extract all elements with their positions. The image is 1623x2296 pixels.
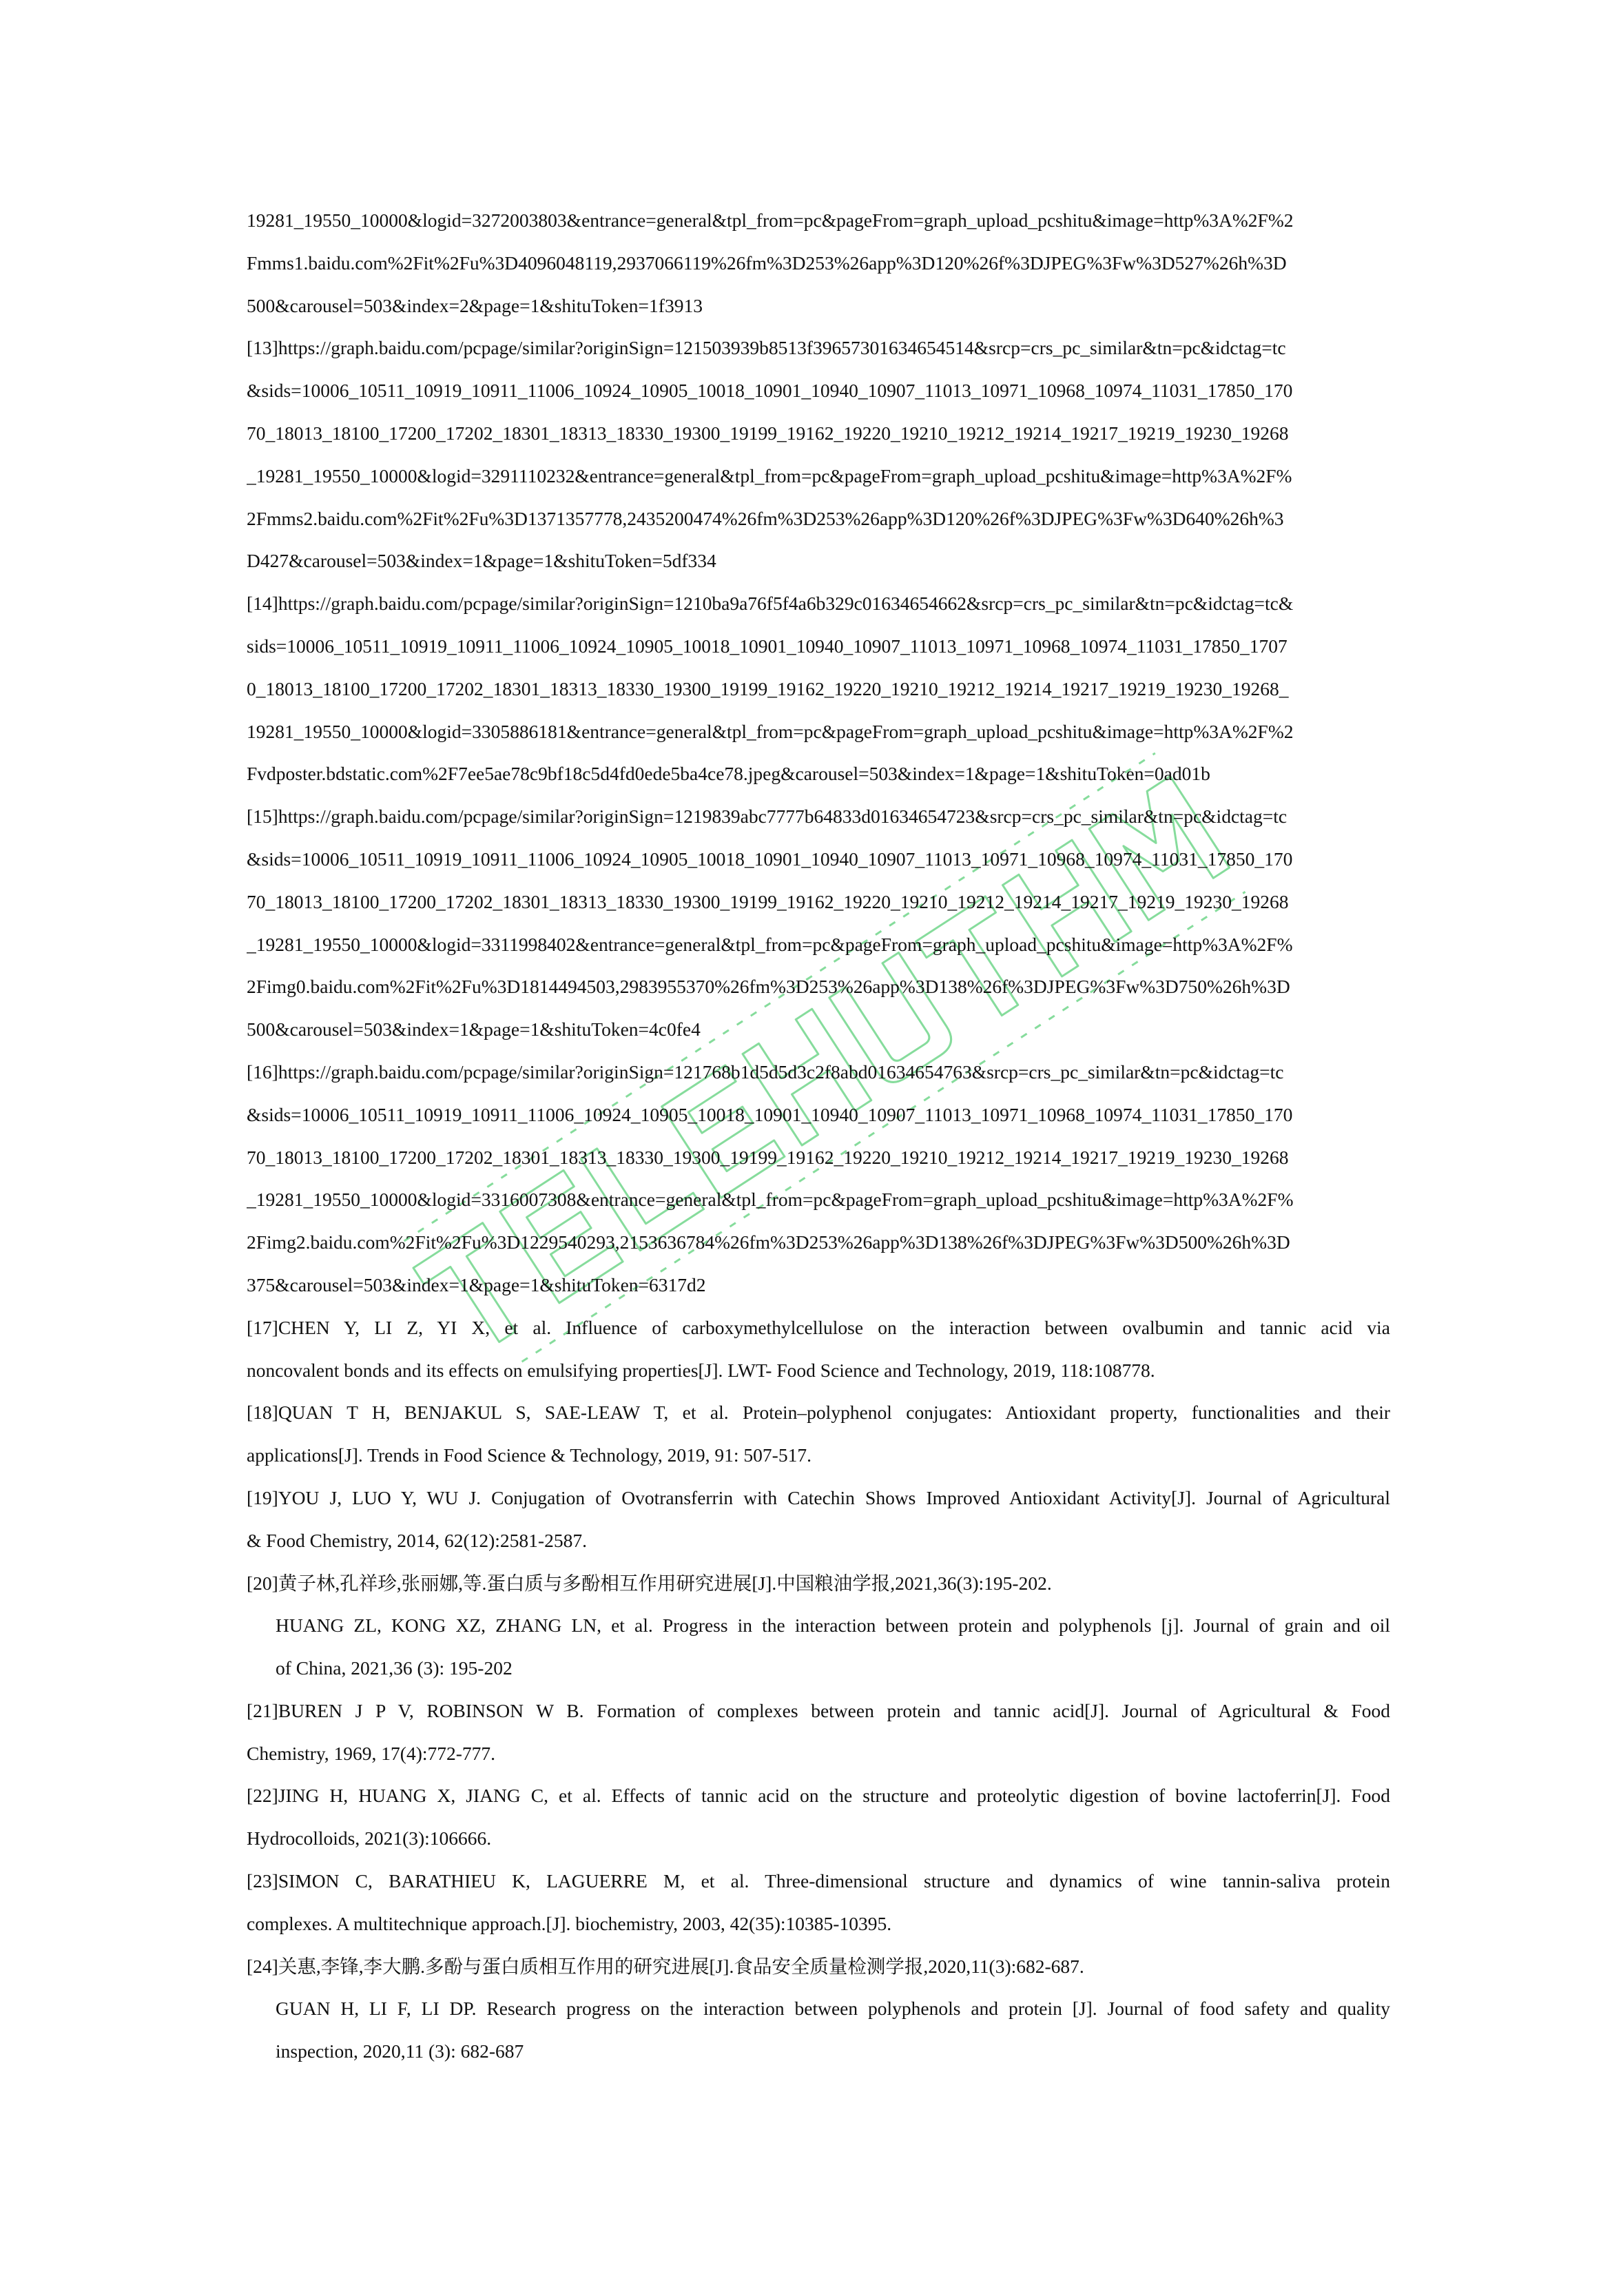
reference-line: 2Fimg2.baidu.com%2Fit%2Fu%3D1229540293,2153636784%26fm%3D253%26app%3D138%26f%3DJPEG%3Fw%3D500%26h%3D bbox=[247, 1231, 1290, 1253]
reference-21-line: [21]BUREN J P V, ROBINSON W B. Formation of complexes between protein and tannic acid[J]. Journal of Agricultural & Food bbox=[247, 1699, 1390, 1721]
reference-list bbox=[247, 199, 1390, 2073]
reference-line: inspection, 2020,11 (3): 682-687 bbox=[276, 2040, 524, 2062]
reference-17-line: [17]CHEN Y, LI Z, YI X, et al. Influence of carboxymethylcellulose on the interaction between ovalbumin and tannic acid via bbox=[247, 1316, 1390, 1338]
reference-line: _19281_19550_10000&logid=3316007308&entrance=general&tpl_from=pc&pageFrom=graph_upload_pcshitu&image=http%3A%2F% bbox=[247, 1189, 1294, 1211]
reference-19-line: [19]YOU J, LUO Y, WU J. Conjugation of Ovotransferrin with Catechin Shows Improved Antioxidant Activity[J]. Journal of Agricultural bbox=[247, 1486, 1390, 1508]
reference-line: 2Fmms2.baidu.com%2Fit%2Fu%3D1371357778,2435200474%26fm%3D253%26app%3D120%26f%3DJPEG%3Fw%3D640%26h%3 bbox=[247, 507, 1284, 529]
reference-line: noncovalent bonds and its effects on emulsifying properties[J]. LWT- Food Science and Technology, 2019, 118:108778. bbox=[247, 1359, 1155, 1381]
reference-line: sids=10006_10511_10919_10911_11006_10924_10905_10018_10901_10940_10907_11013_10971_10968_10974_11031_17850_1707 bbox=[247, 635, 1288, 657]
reference-line: Chemistry, 1969, 17(4):772-777. bbox=[247, 1742, 496, 1764]
reference-line: 70_18013_18100_17200_17202_18301_18313_18330_19300_19199_19162_19220_19210_19212_19214_19217_19219_19230_19268 bbox=[247, 422, 1289, 444]
reference-24-line: [24]关惠,李锋,李大鹏.多酚与蛋白质相互作用的研究进展[J].食品安全质量检测学报,2020,11(3):682-687. bbox=[247, 1955, 1084, 1977]
reference-22-line: [22]JING H, HUANG X, JIANG C, et al. Effects of tannic acid on the structure and proteolytic digestion of bovine lactoferrin[J]. Food bbox=[247, 1785, 1390, 1807]
reference-line: 0_18013_18100_17200_17202_18301_18313_18330_19300_19199_19162_19220_19210_19212_19214_19217_19219_19230_19268_ bbox=[247, 677, 1289, 699]
reference-14-line: [14]https://graph.baidu.com/pcpage/similar?originSign=1210ba9a76f5f4a6b329c01634654662&srcp=crs_pc_similar&tn=pc&idctag=tc& bbox=[247, 593, 1294, 615]
reference-line: 2Fimg0.baidu.com%2Fit%2Fu%3D1814494503,2983955370%26fm%3D253%26app%3D138%26f%3DJPEG%3Fw%3D750%26h%3D bbox=[247, 976, 1290, 998]
reference-line: applications[J]. Trends in Food Science & Technology, 2019, 91: 507-517. bbox=[247, 1444, 812, 1466]
reference-line: & Food Chemistry, 2014, 62(12):2581-2587. bbox=[247, 1529, 587, 1551]
reference-line: 19281_19550_10000&logid=3305886181&entrance=general&tpl_from=pc&pageFrom=graph_upload_pcshitu&image=http%3A%2F%2 bbox=[247, 720, 1294, 742]
reference-line: &sids=10006_10511_10919_10911_11006_10924_10905_10018_10901_10940_10907_11013_10971_10968_10974_11031_17850_170 bbox=[247, 1103, 1293, 1125]
reference-line: _19281_19550_10000&logid=3311998402&entrance=general&tpl_from=pc&pageFrom=graph_upload_pcshitu&image=http%3A%2F% bbox=[247, 933, 1293, 955]
reference-line: 19281_19550_10000&logid=3272003803&entrance=general&tpl_from=pc&pageFrom=graph_upload_pcshitu&image=http%3A%2F%2 bbox=[247, 209, 1294, 231]
reference-line: 500&carousel=503&index=2&page=1&shituToken=1f3913 bbox=[247, 294, 703, 316]
reference-line: Fvdposter.bdstatic.com%2F7ee5ae78c9bf18c5d4fd0ede5ba4ce78.jpeg&carousel=503&index=1&page=1&shituToken=0ad01b bbox=[247, 763, 1210, 785]
reference-15-line: [15]https://graph.baidu.com/pcpage/similar?originSign=1219839abc7777b64833d01634654723&srcp=crs_pc_similar&tn=pc&idctag=tc bbox=[247, 806, 1288, 828]
reference-23-line: [23]SIMON C, BARATHIEU K, LAGUERRE M, et al. Three-dimensional structure and dynamics of wine tannin-saliva protein bbox=[247, 1870, 1390, 1892]
reference-line: 70_18013_18100_17200_17202_18301_18313_18330_19300_19199_19162_19220_19210_19212_19214_19217_19219_19230_19268 bbox=[247, 890, 1289, 912]
reference-line: _19281_19550_10000&logid=3291110232&entrance=general&tpl_from=pc&pageFrom=graph_upload_pcshitu&image=http%3A%2F% bbox=[247, 464, 1292, 486]
reference-line: &sids=10006_10511_10919_10911_11006_10924_10905_10018_10901_10940_10907_11013_10971_10968_10974_11031_17850_170 bbox=[247, 848, 1293, 870]
reference-line: 500&carousel=503&index=1&page=1&shituToken=4c0fe4 bbox=[247, 1018, 701, 1041]
reference-line: 375&carousel=503&index=1&page=1&shituToken=6317d2 bbox=[247, 1273, 706, 1295]
reference-line: 70_18013_18100_17200_17202_18301_18313_18330_19300_19199_19162_19220_19210_19212_19214_19217_19219_19230_19268 bbox=[247, 1146, 1289, 1168]
reference-line: of China, 2021,36 (3): 195-202 bbox=[276, 1657, 513, 1679]
reference-line: &sids=10006_10511_10919_10911_11006_10924_10905_10018_10901_10940_10907_11013_10971_10968_10974_11031_17850_170 bbox=[247, 380, 1293, 402]
reference-18-line: [18]QUAN T H, BENJAKUL S, SAE-LEAW T, et al. Protein–polyphenol conjugates: Antioxidant property, functionalities and their bbox=[247, 1402, 1390, 1424]
reference-line: D427&carousel=503&index=1&page=1&shituToken=5df334 bbox=[247, 550, 716, 572]
reference-20-line: [20]黄子林,孔祥珍,张丽娜,等.蛋白质与多酚相互作用研究进展[J].中国粮油学报,2021,36(3):195-202. bbox=[247, 1572, 1052, 1594]
reference-16-line: [16]https://graph.baidu.com/pcpage/similar?originSign=121768b1d5d5d3c2f8abd01634654763&srcp=crs_pc_similar&tn=pc&idctag=tc bbox=[247, 1060, 1284, 1083]
reference-line: complexes. A multitechnique approach.[J]. biochemistry, 2003, 42(35):10385-10395. bbox=[247, 1912, 892, 1934]
reference-24-translation-line: GUAN H, LI F, LI DP. Research progress on the interaction between polyphenols and protein [J]. Journal of food safety and quality bbox=[276, 1998, 1390, 2020]
reference-20-translation-line: HUANG ZL, KONG XZ, ZHANG LN, et al. Progress in the interaction between protein and polyphenols [j]. Journal of grain and oil bbox=[276, 1615, 1390, 1637]
reference-13-line: [13]https://graph.baidu.com/pcpage/similar?originSign=121503939b8513f39657301634654514&srcp=crs_pc_similar&tn=pc&idctag=tc bbox=[247, 337, 1286, 359]
reference-line: Fmms1.baidu.com%2Fit%2Fu%3D4096048119,2937066119%26fm%3D253%26app%3D120%26f%3DJPEG%3Fw%3D527%26h%3D bbox=[247, 252, 1287, 274]
reference-line: Hydrocolloids, 2021(3):106666. bbox=[247, 1827, 492, 1849]
